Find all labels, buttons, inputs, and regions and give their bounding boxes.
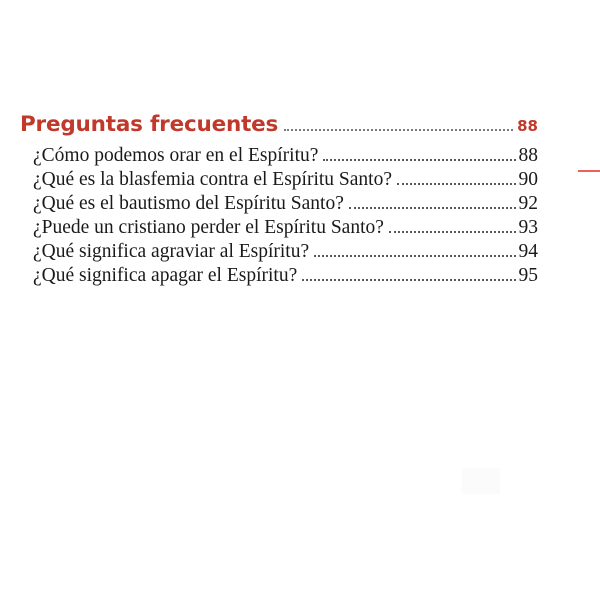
toc-entry-title: ¿Qué es el bautismo del Espíritu Santo? [33,193,344,214]
list-item [33,241,538,263]
toc-entry-title: ¿Qué significa agraviar al Espíritu? [33,241,310,262]
dot-leader [389,231,516,233]
list-item [33,169,538,191]
dot-leader [349,207,516,209]
page-edge-mark [578,170,600,172]
paper-smudge [462,468,500,494]
list-item [33,265,538,287]
toc-entry-title: ¿Qué es la blasfemia contra el Espíritu Santo? [33,169,392,190]
dot-leader [323,159,515,161]
toc-entry-title: ¿Cómo podemos orar en el Espíritu? [33,145,319,166]
dot-leader [397,183,516,185]
toc-entry-page: 88 [518,145,538,166]
dot-leader [314,255,515,257]
toc-entry-page: 93 [518,217,538,238]
toc-entry-page: 95 [518,265,538,286]
list-item [33,217,538,239]
toc-section-heading-page: 88 [517,117,538,135]
list-item [33,145,538,167]
toc-entry-page: 92 [518,193,538,214]
toc-entry-page: 90 [518,169,538,190]
dot-leader [302,279,515,281]
dot-leader [284,129,513,131]
toc-section-heading-title: Preguntas frecuentes [20,112,279,137]
toc-section-heading [20,112,538,137]
toc-entry-title: ¿Puede un cristiano perder el Espíritu Santo? [33,217,384,238]
toc-entry-title: ¿Qué significa apagar el Espíritu? [33,265,298,286]
toc-entry-page: 94 [518,241,538,262]
list-item [33,193,538,215]
table-of-contents [20,112,550,289]
